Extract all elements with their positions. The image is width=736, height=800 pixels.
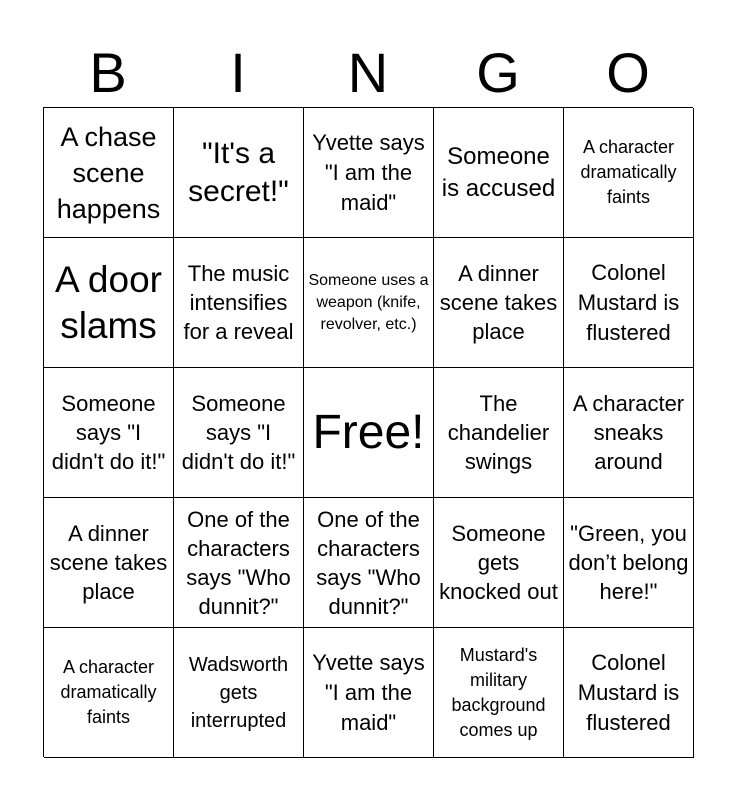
bingo-cell-text: Someone is accused: [441, 142, 556, 202]
bingo-cell[interactable]: [304, 238, 434, 368]
bingo-cell-text: The chandelier swings: [447, 391, 550, 474]
bingo-cell-text: Colonel Mustard is flustered: [577, 649, 680, 735]
bingo-cell[interactable]: [564, 108, 694, 238]
bingo-cell[interactable]: [564, 628, 694, 758]
bingo-cell[interactable]: [564, 238, 694, 368]
bingo-cell[interactable]: [434, 498, 564, 628]
bingo-cell-text: Someone gets knocked out: [439, 521, 558, 604]
bingo-cell-text: Colonel Mustard is flustered: [577, 259, 680, 345]
bingo-cell[interactable]: [44, 498, 174, 628]
bingo-cell[interactable]: [304, 498, 434, 628]
bingo-cell[interactable]: [434, 368, 564, 498]
header-letter-b: B: [89, 41, 127, 104]
bingo-cell-text: Someone says "I didn't do it!": [51, 391, 166, 474]
bingo-cell-text: Free!: [312, 405, 425, 459]
header-letter-o: O: [606, 41, 650, 104]
bingo-cell-text: A chase scene happens: [56, 121, 161, 224]
bingo-cell[interactable]: [304, 628, 434, 758]
bingo-cell[interactable]: [434, 238, 564, 368]
bingo-cell[interactable]: [44, 238, 174, 368]
bingo-cell-free[interactable]: [304, 368, 434, 498]
bingo-cell[interactable]: [174, 368, 304, 498]
bingo-cell-text: A door slams: [55, 258, 162, 346]
bingo-cell[interactable]: [564, 498, 694, 628]
bingo-cell-text: Someone says "I didn't do it!": [181, 391, 296, 474]
bingo-cell-text: One of the characters says "Who dunnit?": [186, 506, 291, 619]
bingo-cell[interactable]: [434, 628, 564, 758]
bingo-cell[interactable]: [174, 498, 304, 628]
bingo-cell-text: "Green, you don’t belong here!": [568, 521, 689, 604]
bingo-header: [43, 38, 693, 108]
bingo-cell-text: The music intensifies for a reveal: [183, 261, 294, 344]
bingo-cell[interactable]: [44, 368, 174, 498]
bingo-cell[interactable]: [44, 628, 174, 758]
bingo-cell-text: A dinner scene takes place: [49, 521, 168, 604]
bingo-cell-text: A character dramatically faints: [60, 657, 157, 727]
bingo-cell-text: Wadsworth gets interrupted: [188, 653, 289, 732]
bingo-cell[interactable]: [44, 108, 174, 238]
bingo-cell-text: "It's a secret!": [188, 136, 289, 208]
bingo-cell-text: Someone uses a weapon (knife, revolver, etc.): [308, 271, 429, 333]
bingo-cell[interactable]: [174, 628, 304, 758]
bingo-cell-text: Mustard's military background comes up: [451, 644, 546, 740]
bingo-cell[interactable]: [174, 238, 304, 368]
bingo-grid: [43, 107, 693, 757]
bingo-cell-text: One of the characters says "Who dunnit?": [316, 506, 421, 619]
header-letter-n: N: [347, 41, 389, 104]
bingo-cell-text: Yvette says "I am the maid": [312, 129, 425, 215]
bingo-cell-text: A character dramatically faints: [580, 137, 677, 207]
bingo-cell[interactable]: [304, 108, 434, 238]
bingo-cell-text: A dinner scene takes place: [439, 261, 558, 344]
bingo-cell-text: A character sneaks around: [572, 391, 685, 474]
bingo-cell[interactable]: [174, 108, 304, 238]
bingo-cell[interactable]: [434, 108, 564, 238]
bingo-cell-text: Yvette says "I am the maid": [312, 649, 425, 735]
header-letter-i: I: [230, 41, 246, 104]
header-letter-g: G: [476, 41, 520, 104]
bingo-cell[interactable]: [564, 368, 694, 498]
